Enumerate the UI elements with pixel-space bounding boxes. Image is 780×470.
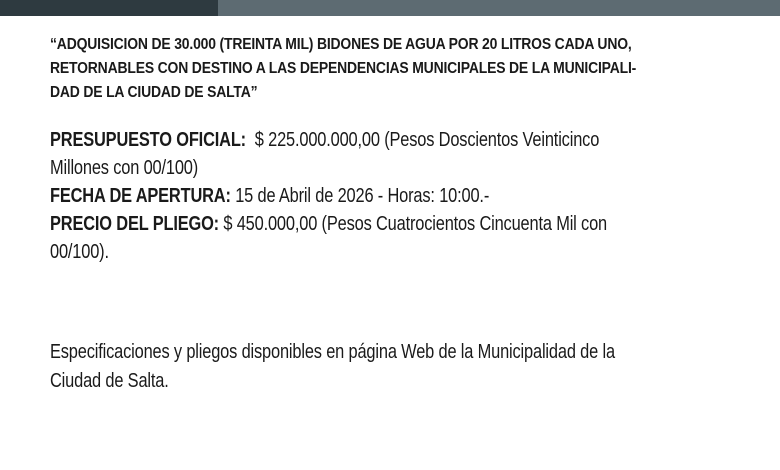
- tender-title-line-1: “ADQUISICION DE 30.000 (TREINTA MIL) BIDONES DE AGUA POR 20 LITROS CADA UNO,: [50, 36, 632, 53]
- availability-note-line-2: Ciudad de Salta.: [50, 370, 169, 392]
- budget-row: [50, 126, 714, 154]
- tender-title-line-2: RETORNABLES CON DESTINO A LAS DEPENDENCIAS MUNICIPALES DE LA MUNICIPALI-: [50, 60, 637, 77]
- price-label: PRECIO DEL PLIEGO:: [50, 213, 219, 235]
- tender-title-line-3: DAD DE LA CIUDAD DE SALTA”: [50, 84, 258, 101]
- price-value: $ 450.000,00 (Pesos Cuatrocientos Cincuenta Mil con: [223, 213, 608, 235]
- price-row: [50, 210, 714, 238]
- price-row-continued: [50, 238, 714, 266]
- price-value-continued: 00/100).: [50, 241, 109, 263]
- opening-label: FECHA DE APERTURA:: [50, 185, 231, 207]
- opening-row: [50, 182, 714, 210]
- budget-value: $ 225.000.000,00 (Pesos Doscientos Veinticinco: [254, 129, 600, 151]
- top-decorative-bar: [0, 0, 780, 16]
- budget-row-continued: [50, 154, 714, 182]
- opening-value: 15 de Abril de 2026 - Horas: 10:00.-: [235, 185, 490, 207]
- tender-title: [50, 33, 750, 105]
- budget-label: PRESUPUESTO OFICIAL:: [50, 129, 246, 151]
- tender-details: [50, 126, 714, 266]
- availability-note-line-1: Especificaciones y pliegos disponibles en página Web de la Municipalidad de la: [50, 341, 615, 363]
- top-bar-dark-segment: [0, 0, 218, 16]
- budget-value-continued: Millones con 00/100): [50, 157, 199, 179]
- availability-note: [50, 338, 714, 396]
- top-bar-light-segment: [218, 0, 780, 16]
